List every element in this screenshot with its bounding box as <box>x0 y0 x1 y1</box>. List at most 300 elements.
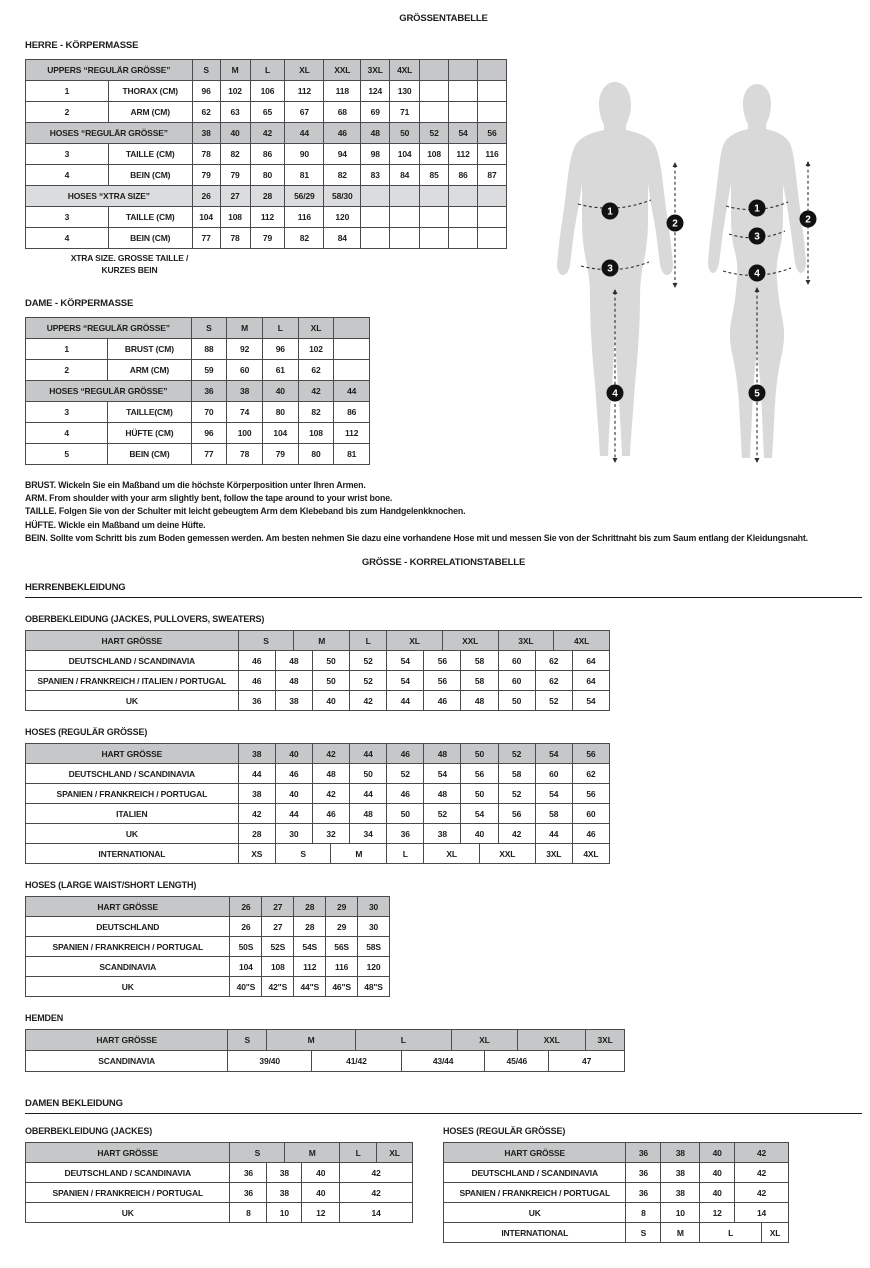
herren-hosen-xtra-table-grid <box>25 896 390 997</box>
table-cell: TAILLE (CM) <box>108 207 192 228</box>
table-cell: 56 <box>572 784 609 804</box>
table-cell: XL <box>285 60 324 81</box>
table-cell: 50 <box>461 784 498 804</box>
table-row <box>26 744 610 764</box>
table-cell: 44 <box>285 123 324 144</box>
table-cell: 78 <box>227 444 263 465</box>
table-cell: S <box>238 631 294 651</box>
table-row <box>26 339 370 360</box>
table-cell: M <box>661 1223 700 1243</box>
table-cell: 58 <box>461 651 498 671</box>
table-row <box>26 60 507 81</box>
table-cell: 46"S <box>326 977 358 997</box>
svg-text:2: 2 <box>672 218 678 230</box>
female-silhouette-figure <box>696 80 821 470</box>
table-cell: 38 <box>661 1163 700 1183</box>
body-measurement-diagram <box>552 80 821 470</box>
instruction-taille: TAILLE. Folgen Sie von der Schulter mit leicht gebeugtem Arm dem Klebeband bis zum Handgelenkknochen. <box>25 506 466 517</box>
table-cell: 77 <box>192 228 220 249</box>
table-cell: 54 <box>572 691 609 711</box>
table-cell: 27 <box>262 897 294 917</box>
table-cell: 38 <box>661 1143 700 1163</box>
table-cell: 82 <box>220 144 250 165</box>
male-badge-bein <box>607 385 624 402</box>
table-cell: 83 <box>361 165 390 186</box>
table-cell: 3XL <box>586 1030 625 1051</box>
table-cell: 112 <box>334 423 370 444</box>
table-cell <box>420 186 449 207</box>
table-cell <box>420 60 449 81</box>
table-cell <box>420 207 449 228</box>
table-cell: 88 <box>191 339 227 360</box>
table-cell: UK <box>26 691 239 711</box>
table-cell: 42 <box>735 1143 789 1163</box>
table-cell: 86 <box>449 165 478 186</box>
damenbekleidung-heading: DAMEN BEKLEIDUNG <box>25 1098 862 1114</box>
table-cell: 29 <box>326 917 358 937</box>
table-cell: SPANIEN / FRANKREICH / PORTUGAL <box>26 784 239 804</box>
table-cell: 48 <box>350 804 387 824</box>
table-cell: 96 <box>191 423 227 444</box>
table-cell: 38 <box>238 744 275 764</box>
table-row <box>26 1051 625 1072</box>
table-cell: 48 <box>275 671 312 691</box>
table-cell: 36 <box>626 1183 661 1203</box>
table-cell: 40 <box>700 1183 735 1203</box>
table-cell: 62 <box>298 360 334 381</box>
table-row <box>444 1203 789 1223</box>
damen-oberbekleidung-table-grid <box>25 1142 413 1223</box>
table-cell: 58S <box>358 937 390 957</box>
table-cell: 48 <box>424 784 461 804</box>
table-cell: DEUTSCHLAND / SCANDINAVIA <box>26 764 239 784</box>
table-cell: INTERNATIONAL <box>444 1223 626 1243</box>
table-cell: 124 <box>361 81 390 102</box>
female-badge-taille <box>749 228 766 245</box>
table-cell: 44 <box>334 381 370 402</box>
table-cell: 29 <box>326 897 358 917</box>
table-cell: 3 <box>26 402 108 423</box>
table-cell: 50 <box>312 651 349 671</box>
table-cell <box>334 360 370 381</box>
svg-text:3: 3 <box>607 263 613 275</box>
svg-text:5: 5 <box>754 388 760 400</box>
table-cell <box>390 207 420 228</box>
table-cell: 42 <box>735 1163 789 1183</box>
svg-text:3: 3 <box>754 231 760 243</box>
table-cell: 84 <box>390 165 420 186</box>
table-cell: 58 <box>461 671 498 691</box>
table-row <box>26 123 507 144</box>
svg-text:2: 2 <box>805 214 811 226</box>
table-cell: ARM (CM) <box>108 360 191 381</box>
table-cell: S <box>191 318 227 339</box>
table-cell: 2 <box>26 102 109 123</box>
table-row <box>26 804 610 824</box>
table-cell: 54 <box>449 123 478 144</box>
table-cell: 42 <box>238 804 275 824</box>
table-cell: 54 <box>461 804 498 824</box>
svg-text:4: 4 <box>612 388 618 400</box>
table-cell: 10 <box>661 1203 700 1223</box>
damen-tables-row <box>25 1110 862 1243</box>
table-cell: 82 <box>324 165 361 186</box>
table-row <box>26 102 507 123</box>
table-cell: 48 <box>361 123 390 144</box>
table-cell: 8 <box>626 1203 661 1223</box>
table-cell: 40 <box>220 123 250 144</box>
instruction-brust: BRUST. Wickeln Sie ein Maßband um die höchste Körperposition unter Ihren Armen. <box>25 480 366 490</box>
table-row <box>444 1183 789 1203</box>
table-cell: 44 <box>238 764 275 784</box>
table-cell: 80 <box>298 444 334 465</box>
svg-text:4: 4 <box>754 268 760 280</box>
table-cell: 79 <box>262 444 298 465</box>
table-cell: 48 <box>312 764 349 784</box>
table-row <box>26 1163 413 1183</box>
table-cell: 40 <box>275 744 312 764</box>
table-cell: 71 <box>390 102 420 123</box>
table-row <box>26 381 370 402</box>
table-cell: 14 <box>735 1203 789 1223</box>
table-cell: 92 <box>227 339 263 360</box>
table-cell: 56 <box>424 651 461 671</box>
table-cell: L <box>355 1030 451 1051</box>
table-row <box>26 764 610 784</box>
table-cell: 60 <box>498 651 535 671</box>
table-cell: 3XL <box>361 60 390 81</box>
table-cell: 4 <box>26 423 108 444</box>
table-cell: 50 <box>498 691 535 711</box>
table-cell: HÜFTE (CM) <box>108 423 191 444</box>
damen-ober-column <box>25 1110 413 1243</box>
table-cell: 79 <box>220 165 250 186</box>
table-cell: 120 <box>358 957 390 977</box>
table-cell <box>361 186 390 207</box>
table-cell: 78 <box>192 144 220 165</box>
table-cell: 3XL <box>498 631 554 651</box>
table-cell: 48 <box>461 691 498 711</box>
table-cell: 3 <box>26 207 109 228</box>
table-cell: 48 <box>275 651 312 671</box>
table-row <box>26 784 610 804</box>
table-cell: 60 <box>227 360 263 381</box>
table-cell: 79 <box>192 165 220 186</box>
table-row <box>26 186 507 207</box>
table-cell: 80 <box>250 165 285 186</box>
xtra-size-note-line1: XTRA SIZE. GROSSE TAILLE / <box>70 253 189 263</box>
female-badge-arm <box>800 211 817 228</box>
table-cell: 56 <box>424 671 461 691</box>
table-cell: 100 <box>227 423 263 444</box>
table-cell: THORAX (CM) <box>108 81 192 102</box>
table-cell: DEUTSCHLAND / SCANDINAVIA <box>26 1163 230 1183</box>
table-cell: 67 <box>285 102 324 123</box>
table-cell: 112 <box>250 207 285 228</box>
table-cell: L <box>250 60 285 81</box>
table-cell: 10 <box>267 1203 302 1223</box>
table-cell <box>390 186 420 207</box>
svg-text:1: 1 <box>607 206 613 218</box>
table-cell: 96 <box>192 81 220 102</box>
table-cell: 4 <box>26 165 109 186</box>
table-cell: 36 <box>238 691 275 711</box>
table-cell: UPPERS “REGULÄR GRÖSSE” <box>26 60 193 81</box>
table-cell: 108 <box>298 423 334 444</box>
male-badge-taille <box>602 260 619 277</box>
table-cell: S <box>275 844 331 864</box>
table-cell: XL <box>424 844 480 864</box>
male-badge-arm <box>667 215 684 232</box>
table-cell: BEIN (CM) <box>108 165 192 186</box>
table-cell <box>420 81 449 102</box>
table-cell: 86 <box>334 402 370 423</box>
table-cell: 87 <box>478 165 507 186</box>
table-cell: 44 <box>350 784 387 804</box>
table-row <box>26 1030 625 1051</box>
table-cell <box>478 60 507 81</box>
table-cell: XL <box>377 1143 413 1163</box>
table-cell: 26 <box>192 186 220 207</box>
table-cell: 42 <box>340 1163 413 1183</box>
table-cell: 130 <box>390 81 420 102</box>
table-cell: SCANDINAVIA <box>26 957 230 977</box>
table-cell: SCANDINAVIA <box>26 1051 228 1072</box>
hemden-table <box>25 1029 862 1072</box>
table-row <box>26 957 390 977</box>
table-row <box>26 917 390 937</box>
female-badge-huefte <box>749 265 766 282</box>
table-cell: XXL <box>479 844 535 864</box>
table-cell: 104 <box>230 957 262 977</box>
table-cell: 104 <box>192 207 220 228</box>
table-row <box>26 671 610 691</box>
table-row <box>26 651 610 671</box>
table-cell <box>420 102 449 123</box>
female-arm-line-bottom-arrow <box>806 280 811 285</box>
table-cell: L <box>387 844 424 864</box>
instruction-arm: ARM. From shoulder with your arm slightly bent, follow the tape around to your wrist bone. <box>25 493 393 504</box>
herren-hosen-xtra-table <box>25 896 862 997</box>
table-cell <box>361 228 390 249</box>
male-arm-line-top-arrow <box>673 162 678 167</box>
table-cell: 56 <box>478 123 507 144</box>
table-cell: 48 <box>424 744 461 764</box>
table-cell: 52S <box>262 937 294 957</box>
table-cell: 52 <box>498 744 535 764</box>
dame-body-table-grid <box>25 317 370 465</box>
table-cell: 1 <box>26 81 109 102</box>
table-cell: 27 <box>220 186 250 207</box>
table-cell: 82 <box>298 402 334 423</box>
table-cell: XXL <box>324 60 361 81</box>
herren-oberbekleidung-table-grid <box>25 630 610 711</box>
table-cell: 112 <box>449 144 478 165</box>
table-cell: 52 <box>350 651 387 671</box>
table-cell: 14 <box>340 1203 413 1223</box>
table-cell: XS <box>238 844 275 864</box>
table-cell: 112 <box>285 81 324 102</box>
table-cell: 38 <box>238 784 275 804</box>
table-cell <box>390 228 420 249</box>
table-cell: 102 <box>220 81 250 102</box>
table-cell: BRUST (CM) <box>108 339 191 360</box>
table-cell: 62 <box>192 102 220 123</box>
table-cell: 3 <box>26 144 109 165</box>
table-row <box>26 81 507 102</box>
table-cell: 42 <box>312 744 349 764</box>
table-cell: M <box>267 1030 356 1051</box>
table-cell: 30 <box>358 917 390 937</box>
table-cell: 12 <box>302 1203 340 1223</box>
table-cell: XL <box>387 631 443 651</box>
table-cell: 42 <box>340 1183 413 1203</box>
table-cell <box>449 186 478 207</box>
table-row <box>26 977 390 997</box>
table-cell: 26 <box>230 917 262 937</box>
table-cell: 68 <box>324 102 361 123</box>
table-cell: 40 <box>262 381 298 402</box>
female-arm-line-top-arrow <box>806 161 811 166</box>
male-silhouette-figure <box>552 80 692 470</box>
table-cell: L <box>262 318 298 339</box>
instruction-huefte: HÜFTE. Wickle ein Maßband um deine Hüfte. <box>25 519 206 530</box>
table-cell: 46 <box>572 824 609 844</box>
herre-koerpermasse-heading: HERRE - KÖRPERMASSE <box>25 40 139 51</box>
table-row <box>26 444 370 465</box>
table-cell: HOSES “REGULÄR GRÖSSE” <box>26 381 192 402</box>
table-cell: 65 <box>250 102 285 123</box>
table-cell: 58 <box>498 764 535 784</box>
table-row <box>26 144 507 165</box>
instruction-bein: BEIN. Sollte vom Schritt bis zum Boden gemessen werden. Am besten nehmen Sie dazu eine vorhandene Hose mit und messen Sie von der Schrittnaht bis zum Saum entlang der Kleidungsnaht. <box>25 532 808 543</box>
table-row <box>26 207 507 228</box>
male-badge-thorax <box>602 203 619 220</box>
xtra-size-note-line2: KURZES BEIN <box>101 265 158 275</box>
table-cell: 46 <box>387 784 424 804</box>
hemden-table-grid <box>25 1029 625 1072</box>
table-cell: 36 <box>626 1163 661 1183</box>
table-cell: 41/42 <box>312 1051 402 1072</box>
table-cell: 112 <box>294 957 326 977</box>
table-cell: 60 <box>535 764 572 784</box>
table-row <box>26 937 390 957</box>
table-cell: 38 <box>227 381 263 402</box>
table-cell: 44 <box>535 824 572 844</box>
table-cell: 52 <box>535 691 572 711</box>
table-cell: SPANIEN / FRANKREICH / ITALIEN / PORTUGAL <box>26 671 239 691</box>
table-cell: 52 <box>498 784 535 804</box>
table-cell <box>478 207 507 228</box>
table-cell: 42 <box>312 784 349 804</box>
table-cell: HOSES “REGULÄR GRÖSSE” <box>26 123 193 144</box>
table-cell <box>334 339 370 360</box>
table-cell: 116 <box>285 207 324 228</box>
table-cell: 56/29 <box>285 186 324 207</box>
table-cell <box>478 228 507 249</box>
correlation-title: GRÖSSE - KORRELATIONSTABELLE <box>361 557 526 569</box>
table-cell: 38 <box>192 123 220 144</box>
table-cell: M <box>331 844 387 864</box>
table-cell: SPANIEN / FRANKREICH / PORTUGAL <box>444 1183 626 1203</box>
table-cell: 56 <box>572 744 609 764</box>
table-cell: UPPERS “REGULÄR GRÖSSE” <box>26 318 192 339</box>
table-cell: 54 <box>424 764 461 784</box>
table-cell: 50 <box>312 671 349 691</box>
table-cell: 40 <box>700 1163 735 1183</box>
table-cell: 46 <box>324 123 361 144</box>
table-cell: 52 <box>350 671 387 691</box>
table-cell: DEUTSCHLAND <box>26 917 230 937</box>
table-cell: 27 <box>262 917 294 937</box>
damen-hosen-table <box>443 1142 789 1243</box>
table-cell: XL <box>451 1030 518 1051</box>
table-cell: 44 <box>387 691 424 711</box>
damen-hosen-heading: HOSES (REGULÄR GRÖSSE) <box>443 1126 566 1137</box>
table-cell: 38 <box>267 1183 302 1203</box>
table-cell: 8 <box>230 1203 267 1223</box>
table-cell: 56 <box>461 764 498 784</box>
table-cell: 38 <box>267 1163 302 1183</box>
table-cell: 108 <box>220 207 250 228</box>
hemden-heading: HEMDEN <box>25 1013 64 1024</box>
damen-hosen-column <box>443 1110 789 1243</box>
table-cell: S <box>230 1143 285 1163</box>
table-cell: 96 <box>262 339 298 360</box>
table-cell: 32 <box>312 824 349 844</box>
table-cell: 81 <box>334 444 370 465</box>
herren-hosen-xtra-heading: HOSES (LARGE WAIST/SHORT LENGTH) <box>25 880 197 891</box>
table-cell: 43/44 <box>401 1051 485 1072</box>
table-cell: 47 <box>549 1051 625 1072</box>
table-cell: 42 <box>298 381 334 402</box>
table-row <box>26 423 370 444</box>
table-cell: 42 <box>735 1183 789 1203</box>
table-cell: 108 <box>420 144 449 165</box>
table-cell: 62 <box>572 764 609 784</box>
table-cell: 46 <box>238 651 275 671</box>
table-cell: TAILLE(CM) <box>108 402 191 423</box>
table-cell: 94 <box>324 144 361 165</box>
table-cell: 64 <box>572 671 609 691</box>
table-cell: 120 <box>324 207 361 228</box>
table-cell: 42"S <box>262 977 294 997</box>
table-cell: 52 <box>424 804 461 824</box>
damen-oberbekleidung-table <box>25 1142 413 1223</box>
table-cell: 4XL <box>572 844 609 864</box>
table-cell: 36 <box>387 824 424 844</box>
page-title: GRÖSSENTABELLE <box>399 13 488 24</box>
table-cell: SPANIEN / FRANKREICH / PORTUGAL <box>26 1183 230 1203</box>
table-cell <box>449 81 478 102</box>
table-cell: 58/30 <box>324 186 361 207</box>
table-row <box>26 1203 413 1223</box>
table-cell: 4XL <box>390 60 420 81</box>
table-cell: BEIN (CM) <box>108 444 191 465</box>
table-cell: 50 <box>387 804 424 824</box>
table-cell: 30 <box>275 824 312 844</box>
table-cell: 106 <box>250 81 285 102</box>
table-cell: 1 <box>26 339 108 360</box>
table-row <box>26 1143 413 1163</box>
measuring-instructions <box>25 479 862 545</box>
table-cell: 30 <box>358 897 390 917</box>
table-cell: 84 <box>324 228 361 249</box>
table-cell: 50S <box>230 937 262 957</box>
table-cell: S <box>228 1030 267 1051</box>
table-cell: 40 <box>302 1183 340 1203</box>
table-cell: S <box>626 1223 661 1243</box>
